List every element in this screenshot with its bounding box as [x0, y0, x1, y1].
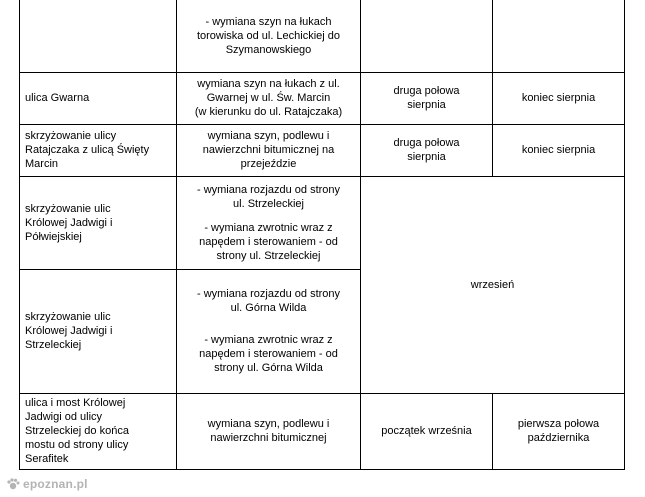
table-row — [20, 393, 625, 469]
start-text-line: sierpnia — [407, 151, 446, 164]
location-cell — [20, 124, 177, 176]
location-text: ulica Gwarna — [25, 92, 90, 105]
paw-icon — [6, 477, 23, 491]
table-row — [20, 124, 625, 176]
merged-period-cell — [361, 176, 625, 393]
location-text-line: skrzyżowanie ulic — [25, 311, 111, 324]
start-text: początek września — [381, 425, 472, 438]
work-text-line: - wymiana rozjazdu od strony — [196, 183, 341, 196]
watermark — [6, 477, 88, 491]
end-cell — [493, 0, 625, 72]
work-text-line: wymiana szyn, podlewu i — [207, 418, 330, 431]
watermark-text: epoznan.pl — [23, 477, 88, 491]
start-cell — [361, 72, 493, 124]
work-text-line: nawierzchni bitumicznej na — [202, 144, 335, 157]
merged-period-text: wrzesień — [470, 278, 515, 291]
end-cell — [493, 393, 625, 469]
start-text-line: sierpnia — [407, 99, 446, 112]
spacer — [182, 315, 355, 333]
work-text-line: (w kierunku do ul. Ratajczaka) — [194, 106, 343, 119]
location-text-line: skrzyżowanie ulicy — [25, 130, 117, 143]
end-cell — [493, 72, 625, 124]
work-text-line: ul. Strzeleckiej — [233, 197, 304, 210]
table-row — [20, 72, 625, 124]
location-text-line: Strzeleckiej do końca — [25, 425, 129, 438]
start-text-line: druga połowa — [393, 85, 460, 98]
spacer — [182, 211, 355, 221]
location-text-line: Królowej Jadwigi i — [25, 325, 113, 338]
work-text-line: - wymiana rozjazdu od strony — [196, 288, 341, 301]
location-cell — [20, 0, 177, 72]
work-cell — [177, 124, 361, 176]
location-text-line: Strzeleckiej — [25, 339, 82, 352]
location-cell — [20, 176, 177, 269]
work-text-line: - wymiana zwrotnic wraz z — [204, 334, 333, 347]
location-text-line: Serafitek — [25, 453, 69, 466]
work-cell — [177, 393, 361, 469]
end-text-line: pierwsza połowa — [517, 418, 600, 431]
work-cell — [177, 72, 361, 124]
work-cell — [177, 0, 361, 72]
work-text-line: nawierzchni bitumicznej — [210, 432, 327, 445]
work-text-line: przejeździe — [240, 158, 297, 171]
work-text-line: Szymanowskiego — [225, 43, 312, 56]
location-text-line: mostu od strony ulicy — [25, 439, 129, 452]
location-text-line: Jadwigi od ulicy — [25, 411, 103, 424]
work-cell — [177, 269, 361, 393]
work-text-line: napędem i sterowaniem - od — [199, 348, 338, 361]
works-schedule-table — [19, 0, 625, 470]
table-row — [20, 176, 625, 269]
location-text-line: ulica i most Królowej — [25, 397, 126, 410]
start-cell — [361, 124, 493, 176]
end-text-line: października — [527, 432, 590, 445]
end-cell — [493, 124, 625, 176]
end-text: koniec sierpnia — [521, 144, 596, 157]
work-text-line: strony ul. Strzeleckiej — [216, 249, 321, 262]
location-text-line: Półwiejskiej — [25, 230, 82, 243]
location-cell — [20, 72, 177, 124]
work-text-line: Gwarnej w ul. Św. Marcin — [206, 92, 331, 105]
location-text-line: Marcin — [25, 158, 59, 171]
location-text-line: Ratajczaka z ulicą Święty — [25, 144, 150, 157]
table-row — [20, 0, 625, 72]
location-text-line: skrzyżowanie ulic — [25, 202, 111, 215]
location-cell — [20, 393, 177, 469]
work-text-line: - wymiana zwrotnic wraz z — [204, 221, 333, 234]
start-cell — [361, 393, 493, 469]
start-cell — [361, 0, 493, 72]
start-text-line: druga połowa — [393, 137, 460, 150]
work-text-line: wymiana szyn na łukach z ul. — [197, 78, 340, 91]
work-text-line: napędem i sterowaniem - od — [199, 235, 338, 248]
location-cell — [20, 269, 177, 393]
work-text-line: torowiska od ul. Lechickiej do — [196, 29, 341, 42]
work-text-line: wymiana szyn, podlewu i — [207, 130, 330, 143]
work-text-line: strony ul. Górna Wilda — [214, 362, 323, 375]
work-cell — [177, 176, 361, 269]
location-text-line: Królowej Jadwigi i — [25, 216, 113, 229]
work-text-line: ul. Górna Wilda — [230, 302, 307, 315]
work-text-line: - wymiana szyn na łukach — [205, 15, 332, 28]
end-text: koniec sierpnia — [521, 92, 596, 105]
